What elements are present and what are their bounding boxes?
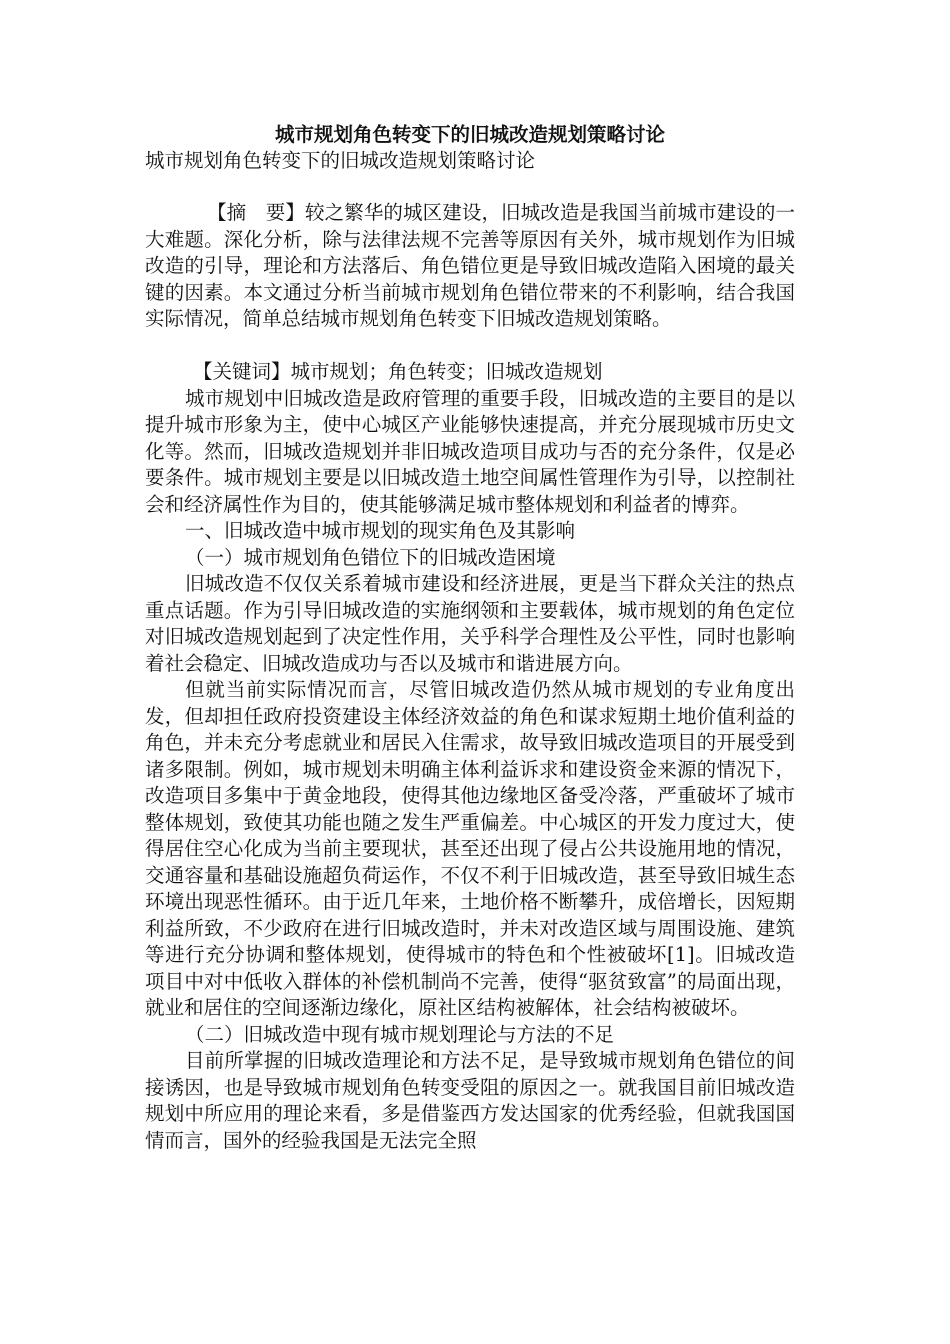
body-paragraph-3: 目前所掌握的旧城改造理论和方法不足，是导致城市规划角色错位的间接诱因，也是导致城市规划角色转变受阻的原因之一。就我国目前旧城改造规划中所应用的理论来看，多是借鉴西方发达国家的优秀经验，但就我国国情而言，国外的经验我国是无法完全照	[145, 1049, 795, 1152]
document-title: 城市规划角色转变下的旧城改造规划策略讨论	[274, 123, 665, 146]
body-paragraph-2: 但就当前实际情况而言，尽管旧城改造仍然从城市规划的专业角度出发，但却担任政府投资建设主体经济效益的角色和谋求短期土地价值利益的角色，并未充分考虑就业和居民入住需求，故导致旧城改造项目的开展受到诸多限制。例如，城市规划未明确主体利益诉求和建设资金来源的情况下，改造项目多集中于黄金地段，使得其他边缘地区备受冷落，严重破坏了城市整体规划，致使其功能也随之发生严重偏差。中心城区的开发力度过大，使得居住空心化成为当前主要现状，甚至还出现了侵占公共设施用地的情况，交通容量和基础设施超负荷运作，不仅不利于旧城改造，甚至导致旧城生态环境出现恶性循环。由于近几年来，土地价格不断攀升，成倍增长，因短期利益所致，不少政府在进行旧城改造时，并未对改造区域与周围设施、建筑等进行充分协调和整体规划，使得城市的特色和个性被破坏[1]。旧城改造项目中对中低收入群体的补偿机制尚不完善，使得“驱贫致富”的局面出现，就业和居住的空间逐渐边缘化，原社区结构被解体，社会结构被破坏。	[145, 678, 795, 1019]
document-subtitle: 城市规划角色转变下的旧城改造规划策略讨论	[145, 149, 536, 172]
document-body	[145, 200, 795, 1154]
abstract-paragraph: 【摘 要】较之繁华的城区建设，旧城改造是我国当前城市建设的一大难题。深化分析，除与法律法规不完善等原因有关外，城市规划作为旧城改造的引导，理论和方法落后、角色错位更是导致旧城改造陷入困境的最关键的因素。本文通过分析当前城市规划角色错位带来的不利影响，结合我国实际情况，简单总结城市规划角色转变下旧城改造规划策略。	[145, 201, 795, 330]
keywords-line: 【关键词】城市规划；角色转变；旧城改造规划	[193, 360, 603, 383]
intro-paragraph: 城市规划中旧城改造是政府管理的重要手段，旧城改造的主要目的是以提升城市形象为主，使中心城区产业能够快速提高，并充分展现城市历史文化等。然而，旧城改造规划并非旧城改造项目成功与否的充分条件，仅是必要条件。城市规划主要是以旧城改造土地空间属性管理作为引导，以控制社会和经济属性作为目的，使其能够满足城市整体规划和利益者的博弈。	[145, 386, 795, 516]
section-heading-1: 一、旧城改造中城市规划的现实角色及其影响	[185, 519, 576, 542]
subsection-heading-1: （一）城市规划角色错位下的旧城改造困境	[185, 545, 556, 569]
subsection-heading-2: （二）旧城改造中现有城市规划理论与方法的不足	[185, 1022, 615, 1046]
paragraph-spacer	[145, 333, 795, 360]
body-paragraph-1: 旧城改造不仅仅关系着城市建设和经济进展，更是当下群众关注的热点重点话题。作为引导旧城改造的实施纲领和主要载体，城市规划的角色定位对旧城改造规划起到了决定性作用，关乎科学合理性及公平性，同时也影响着社会稳定、旧城改造成功与否以及城市和谐进展方向。	[145, 572, 795, 675]
